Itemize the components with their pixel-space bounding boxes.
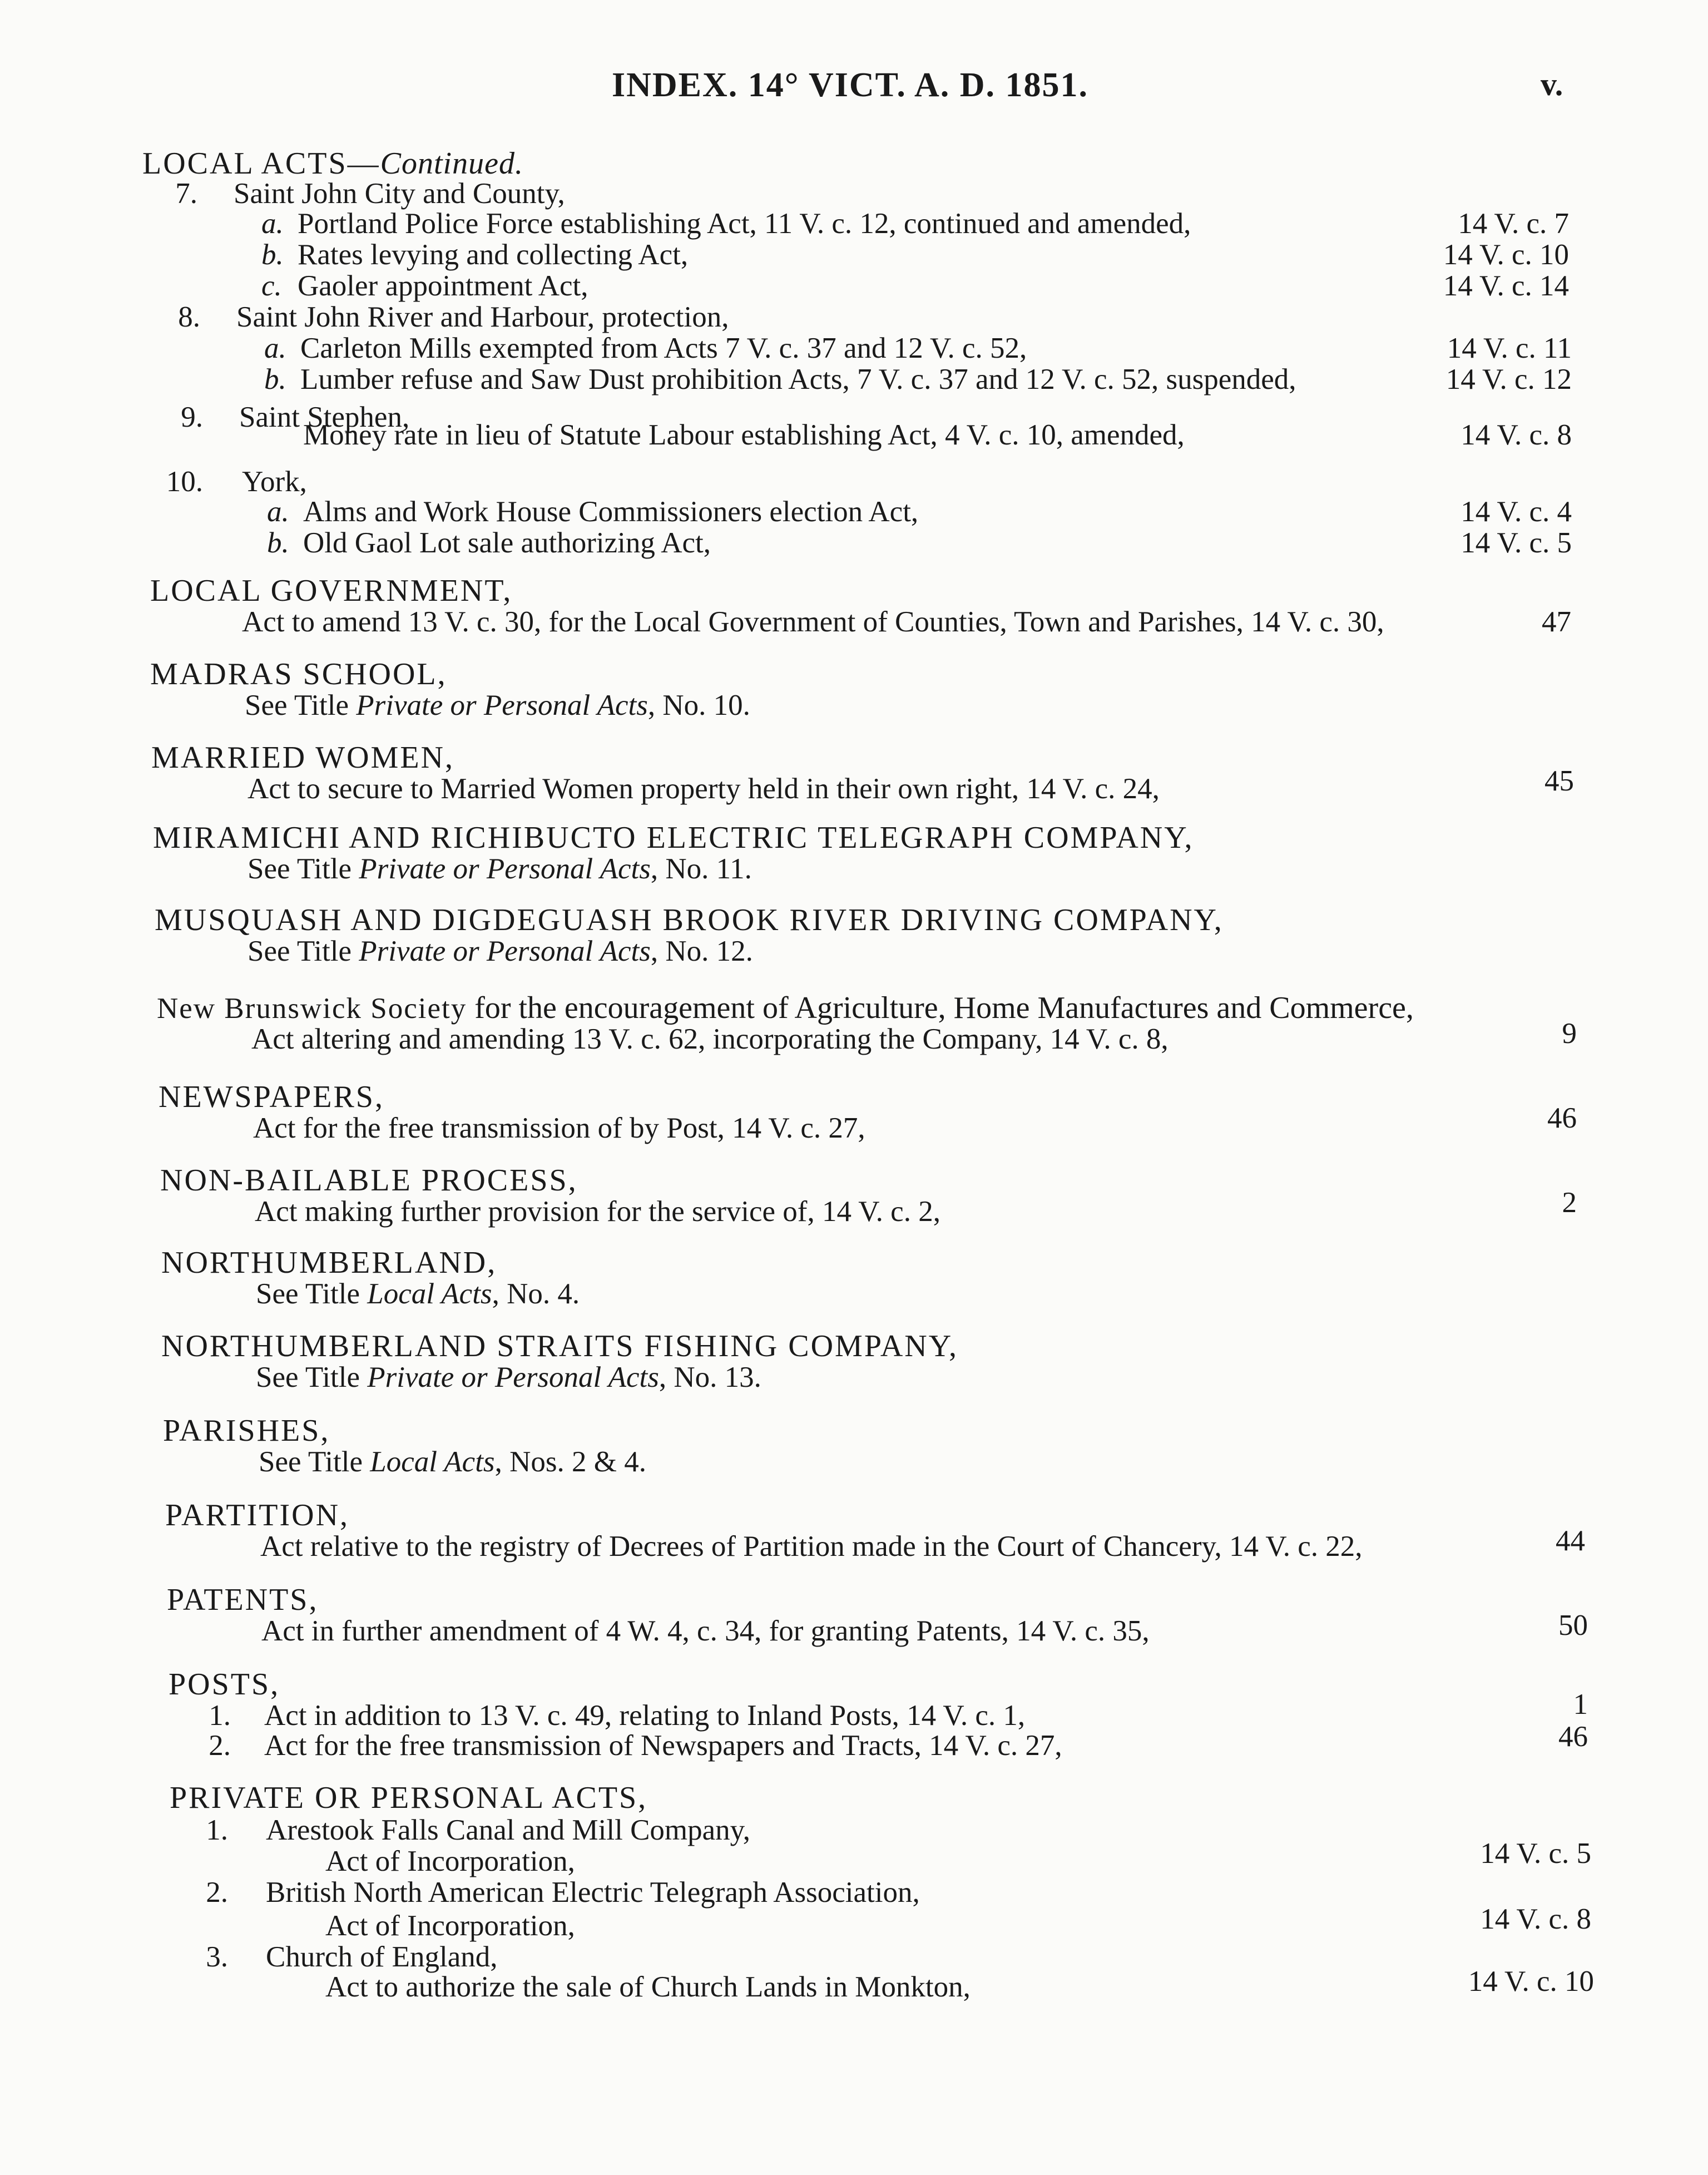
page-reference: 9 <box>1562 1017 1577 1050</box>
entry-text: See Title Private or Personal Acts, No. 11. <box>247 853 752 885</box>
page-number: v. <box>1541 66 1563 102</box>
sub-item-text: Gaoler appointment Act, <box>298 270 588 302</box>
item-number: 7. <box>175 177 197 210</box>
act-reference: 14 V. c. 11 <box>1447 332 1572 364</box>
page-reference: 45 <box>1544 765 1574 797</box>
entry-text: Act altering and amending 13 V. c. 62, incorporating the Company, 14 V. c. 8, <box>251 1023 1169 1055</box>
entry-heading: PATENTS, <box>167 1583 319 1617</box>
entry-heading: MADRAS SCHOOL, <box>150 657 447 691</box>
act-reference: 14 V. c. 14 <box>1443 270 1569 302</box>
continued-label: Continued. <box>380 146 523 181</box>
act-reference: 14 V. c. 7 <box>1458 207 1569 240</box>
list-item <box>0 300 1708 336</box>
sub-item-text: Money rate in lieu of Statute Labour establishing Act, 4 V. c. 10, amended, <box>303 419 1185 451</box>
entry-text: Act in addition to 13 V. c. 49, relating to Inland Posts, 14 V. c. 1, <box>264 1699 1026 1732</box>
page-reference: 50 <box>1558 1609 1588 1642</box>
act-reference: 14 V. c. 10 <box>1443 239 1569 271</box>
act-reference: 14 V. c. 8 <box>1480 1903 1591 1935</box>
entry-heading: LOCAL ACTS—Continued. <box>142 146 523 181</box>
sub-item-text: Old Gaol Lot sale authorizing Act, <box>303 527 711 559</box>
item-number: 8. <box>178 301 200 333</box>
entry-text: See Title Private or Personal Acts, No. 13. <box>256 1361 761 1393</box>
item-title: Saint John River and Harbour, protection, <box>236 301 729 333</box>
sub-item-text: Act of Incorporation, <box>325 1910 575 1942</box>
page-reference: 2 <box>1562 1187 1577 1219</box>
item-number: 1. <box>206 1814 228 1846</box>
entry-text: Act in further amendment of 4 W. 4, c. 34, for granting Patents, 14 V. c. 35, <box>261 1615 1150 1647</box>
entry-text: Act to amend 13 V. c. 30, for the Local Government of Counties, Town and Parishes, 14 V. c. 30, <box>242 606 1384 638</box>
entry-text: See Title Private or Personal Acts, No. 10. <box>245 689 750 721</box>
sub-item-text: Carleton Mills exempted from Acts 7 V. c. 37 and 12 V. c. 52, <box>300 332 1027 364</box>
sub-item-letter: c. <box>261 270 282 302</box>
act-reference: 14 V. c. 5 <box>1461 527 1572 559</box>
page-reference: 1 <box>1573 1688 1588 1721</box>
sub-item <box>0 526 1708 562</box>
entry-heading: MARRIED WOMEN, <box>151 740 454 775</box>
item-title: Saint John City and County, <box>234 177 565 210</box>
page-reference: 47 <box>1542 606 1571 638</box>
sub-item-letter: b. <box>264 363 286 396</box>
act-reference: 14 V. c. 5 <box>1480 1837 1591 1870</box>
sub-item <box>0 495 1708 531</box>
sub-item-letter: a. <box>264 332 286 364</box>
entry-heading: NORTHUMBERLAND STRAITS FISHING COMPANY, <box>161 1329 958 1363</box>
sub-item <box>0 269 1708 305</box>
sub-item <box>0 363 1708 398</box>
entry-heading: MIRAMICHI AND RICHIBUCTO ELECTRIC TELEGRAPH COMPANY, <box>153 820 1194 855</box>
item-number: 2. <box>209 1729 231 1762</box>
entry-heading: PRIVATE OR PERSONAL ACTS, <box>170 1781 648 1815</box>
entry-text: Act to secure to Married Women property held in their own right, 14 V. c. 24, <box>247 773 1160 805</box>
sub-item <box>0 1965 1708 2006</box>
entry-heading: NEWSPAPERS, <box>159 1080 384 1114</box>
sub-item-text: Act to authorize the sale of Church Lands in Monkton, <box>325 1971 971 2003</box>
sub-item <box>0 1837 1708 1880</box>
sub-item-letter: b. <box>267 527 289 559</box>
entry-heading: POSTS, <box>169 1667 280 1702</box>
item-title: Arestook Falls Canal and Mill Company, <box>266 1814 750 1846</box>
page-title: INDEX. 14° VICT. A. D. 1851. <box>612 66 1089 104</box>
sub-item <box>0 207 1708 243</box>
act-reference: 14 V. c. 12 <box>1445 363 1572 396</box>
running-head <box>0 66 1708 110</box>
item-number: 3. <box>206 1941 228 1973</box>
entry-heading: PARISHES, <box>163 1413 330 1448</box>
sub-item-text: Lumber refuse and Saw Dust prohibition Acts, 7 V. c. 37 and 12 V. c. 52, suspended, <box>300 363 1296 396</box>
entry-text: See Title Local Acts, No. 4. <box>256 1278 580 1310</box>
sub-item <box>0 1903 1708 1945</box>
sub-item <box>0 332 1708 367</box>
act-reference: 14 V. c. 10 <box>1468 1965 1594 1998</box>
entry-text: See Title Private or Personal Acts, No. 12. <box>247 935 753 967</box>
item-title: York, <box>242 466 307 498</box>
sub-item-letter: a. <box>267 496 289 528</box>
entry-text: Act making further provision for the service of, 14 V. c. 2, <box>255 1195 940 1228</box>
sub-item-text: Rates levying and collecting Act, <box>298 239 689 271</box>
page-reference: 44 <box>1556 1525 1585 1557</box>
list-item <box>0 1813 1708 1849</box>
entry-text: Act relative to the registry of Decrees of Partition made in the Court of Chancery, 14 V. c. 22, <box>260 1530 1363 1563</box>
sub-item-letter: b. <box>261 239 284 271</box>
sub-item-text: Act of Incorporation, <box>325 1845 575 1877</box>
sub-item <box>0 418 1708 454</box>
page-reference: 46 <box>1558 1721 1588 1753</box>
item-number: 10. <box>166 466 203 498</box>
sub-item-letter: a. <box>261 207 284 240</box>
item-number: 2. <box>206 1876 228 1909</box>
list-item <box>0 1876 1708 1911</box>
entry-heading: LOCAL GOVERNMENT, <box>150 574 513 608</box>
item-title: Church of England, <box>266 1941 498 1973</box>
item-number: 1. <box>209 1699 231 1732</box>
entry-heading: MUSQUASH AND DIGDEGUASH BROOK RIVER DRIVING COMPANY, <box>155 903 1224 937</box>
act-reference: 14 V. c. 8 <box>1461 419 1572 451</box>
page-reference: 46 <box>1547 1102 1577 1134</box>
act-reference: 14 V. c. 4 <box>1461 496 1572 528</box>
sub-item <box>0 238 1708 274</box>
entry-text: See Title Local Acts, Nos. 2 & 4. <box>259 1446 646 1478</box>
entry-heading: NORTHUMBERLAND, <box>161 1245 497 1280</box>
item-title: British North American Electric Telegraph Association, <box>266 1876 920 1909</box>
item-number: 9. <box>181 401 203 433</box>
entry-heading: NON-BAILABLE PROCESS, <box>160 1163 578 1198</box>
entry-text: Act for the free transmission of by Post, 14 V. c. 27, <box>253 1112 865 1144</box>
item-title: Saint Stephen, <box>239 401 410 433</box>
entry-text: Act for the free transmission of Newspapers and Tracts, 14 V. c. 27, <box>264 1729 1062 1762</box>
sub-item-text: Portland Police Force establishing Act, 11 V. c. 12, continued and amended, <box>298 207 1191 240</box>
sub-item-text: Alms and Work House Commissioners election Act, <box>303 496 919 528</box>
entry-heading: PARTITION, <box>165 1498 350 1533</box>
entry-heading: New Brunswick Society for the encouragement of Agriculture, Home Manufactures and Commerce, <box>157 991 1414 1025</box>
